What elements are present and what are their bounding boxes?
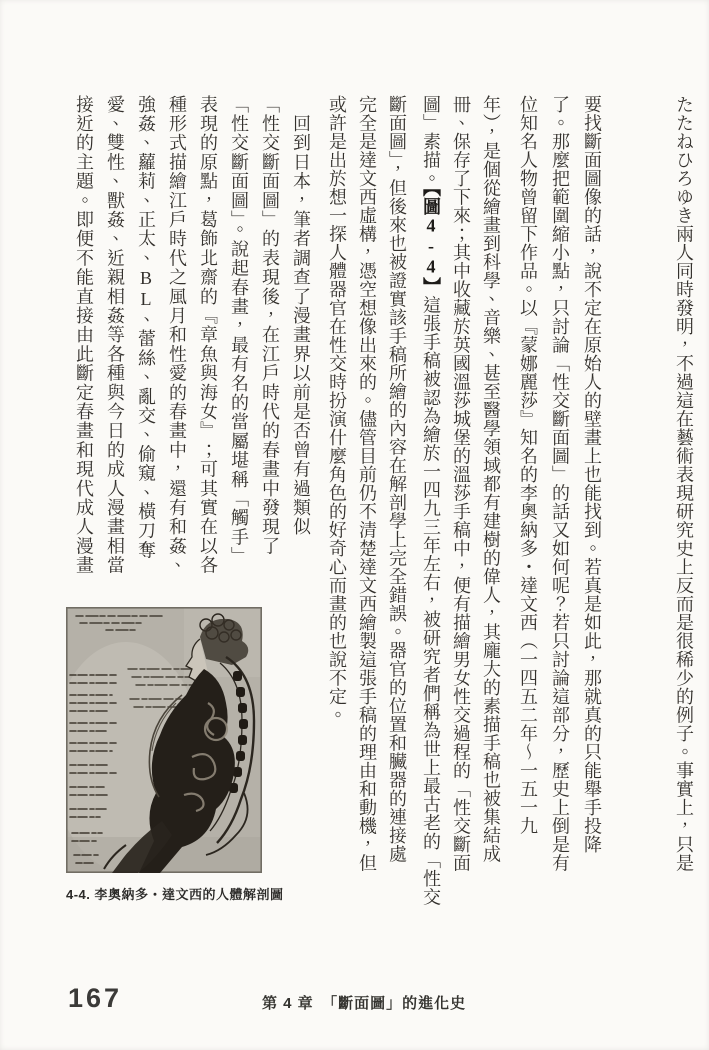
footer-chapter-title: 第 4 章 「斷面圖」的進化史	[262, 995, 467, 1012]
text-column-12: 「性交斷面圖」的表現後，在江戶時代的春畫中發現了	[260, 95, 280, 556]
text-column-06: 冊、保存了下來；其中收藏於英國溫莎城堡的溫莎手稿中，便有描繪男女性交過程的「性交斷面	[451, 95, 471, 872]
davinci-drawing-icon	[66, 607, 262, 873]
text-column-13: 「性交斷面圖」。說起春畫，最有名的當屬堪稱「觸手」	[229, 95, 249, 566]
text-column-18: 接近的主題。即便不能直接由此斷定春畫和現代成人漫畫	[74, 95, 94, 575]
text-run: 這張手稿被認為繪於一四九三年左右，被研究者們稱為世上最古老的「性交	[421, 295, 441, 906]
text-column-01: たたねひろゆき兩人同時發明，不過這在藝術表現研究史上反而是很稀少的例子。事實上，只是	[674, 95, 694, 872]
text-column-14: 表現的原點，葛飾北齋的『章魚與海女』；可其實在以各	[198, 95, 218, 575]
figure-davinci-anatomy	[66, 607, 262, 873]
text-column-15: 種形式描繪江戶時代之風月和性愛的春畫中，還有和姦、	[167, 95, 187, 575]
text-column-02: 要找斷面圖像的話，說不定在原始人的壁畫上也能找到。若真是如此，那就真的只能舉手投降	[582, 95, 602, 854]
text-column-03: 了。那麼把範圍縮小點，只討論「性交斷面圖」的話又如何呢？若只討論這部分，歷史上倒是有	[550, 95, 570, 872]
text-column-11: 回到日本，筆者調查了漫畫界以前是否曾有過類似	[291, 95, 311, 537]
text-column-07	[419, 95, 443, 906]
figure-reference: 【圖4-4】	[421, 187, 441, 296]
text-run: 圖」素描。	[421, 95, 441, 188]
text-column-08: 斷面圖」，但後來也被證實該手稿所繪的內容在解剖學上完全錯誤。器官的位置和臟器的連接處	[387, 95, 407, 863]
text-column-09: 完全是達文西虛構，憑空想像出來的。儘管目前仍不清楚達文西繪製這張手稿的理由和動機，但	[357, 95, 377, 872]
text-column-04: 位知名人物曾留下作品。以『蒙娜麗莎』知名的李奧納多・達文西（一四五二年～一五一九	[518, 95, 538, 835]
text-column-05: 年），是個從繪畫到科學、音樂、甚至醫學領域都有建樹的偉人，其龐大的素描手稿也被集結成	[481, 95, 501, 863]
text-column-10: 或許是出於想一探人體器官在性交時扮演什麼角色的好奇心而畫的也說不定。	[327, 95, 347, 724]
text-column-16: 強姦、蘿莉、正太、BL、蕾絲、亂交、偷窺、橫刀奪	[136, 95, 156, 560]
text-column-17: 愛、雙性、獸姦、近親相姦等各種與今日的成人漫畫相當	[105, 95, 125, 575]
page-number: 167	[68, 983, 123, 1013]
figure-caption: 4-4. 李奧納多・達文西的人體解剖圖	[66, 887, 284, 902]
